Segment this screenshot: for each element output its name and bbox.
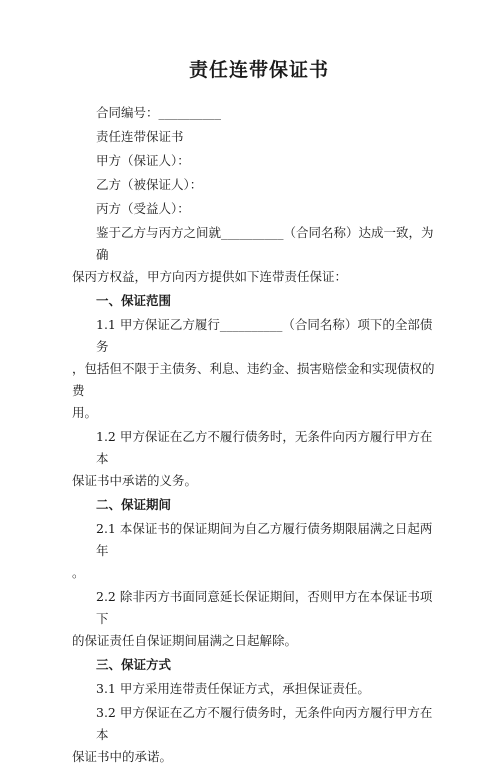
clause-1-1 — [72, 314, 436, 424]
clause-line: 1.1 甲方保证乙方履行__________（合同名称）项下的全部债务 — [96, 317, 433, 354]
document-title: 责任连带保证书 — [188, 59, 329, 81]
preamble-line: 鉴于乙方与丙方之间就__________（合同名称）达成一致，为确 — [96, 225, 434, 262]
party-b: 乙方（被保证人）： — [96, 177, 203, 192]
clause-line: 。 — [72, 565, 85, 580]
clause-3-1 — [72, 678, 436, 700]
clause-1-2 — [72, 426, 436, 492]
preamble-paragraph — [72, 222, 436, 288]
clause-2-2 — [72, 586, 436, 652]
clause-line: 用。 — [72, 405, 98, 420]
section-heading: 三、保证方式 — [96, 657, 172, 672]
preamble-line: 保丙方权益，甲方向丙方提供如下连带责任保证： — [72, 269, 348, 284]
clause-line: 3.2 甲方保证在乙方不履行债务时，无条件向丙方履行甲方在本 — [96, 705, 433, 742]
document-name: 责任连带保证书 — [96, 129, 184, 144]
clause-line: 保证书中的承诺。 — [72, 749, 173, 764]
clause-line: 2.1 本保证书的保证期间为自乙方履行债务期限届满之日起两年 — [96, 521, 433, 558]
clause-2-1 — [72, 518, 436, 584]
clause-line: 1.2 甲方保证在乙方不履行债务时，无条件向丙方履行甲方在本 — [96, 429, 433, 466]
clause-line: 3.1 甲方采用连带责任保证方式，承担保证责任。 — [96, 681, 370, 696]
clause-line: ，包括但不限于主债务、利息、违约金、损害赔偿金和实现债权的费 — [72, 361, 435, 398]
clause-line: 保证书中承诺的义务。 — [72, 473, 198, 488]
section-heading: 二、保证期间 — [96, 497, 172, 512]
contract-number: 合同编号：__________ — [96, 105, 222, 120]
clause-3-2 — [72, 702, 436, 768]
party-a: 甲方（保证人）： — [96, 153, 190, 168]
clause-line: 的保证责任自保证期间届满之日起解除。 — [72, 633, 298, 648]
section-heading: 一、保证范围 — [96, 293, 172, 308]
clause-line: 2.2 除非丙方书面同意延长保证期间，否则甲方在本保证书项下 — [96, 589, 433, 626]
party-c: 丙方（受益人）： — [96, 201, 190, 216]
